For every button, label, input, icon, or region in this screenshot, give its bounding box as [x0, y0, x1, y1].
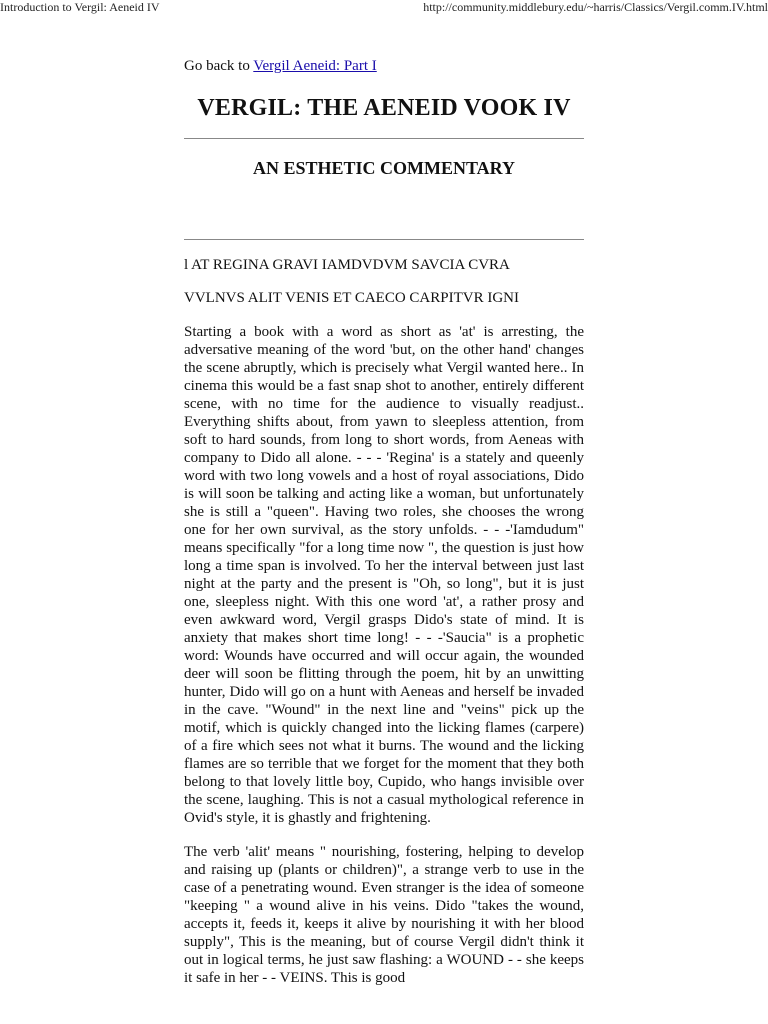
divider-top	[184, 138, 584, 139]
page-title: VERGIL: THE AENEID VOOK IV	[197, 95, 571, 121]
go-back-prefix: Go back to	[184, 58, 254, 74]
go-back-link[interactable]: Vergil Aeneid: Part I	[253, 58, 377, 74]
print-header-title: Introduction to Vergil: Aeneid IV	[0, 0, 160, 14]
page-subtitle: AN ESTHETIC COMMENTARY	[252, 158, 516, 178]
verse-line-2: VVLNVS ALIT VENIS ET CAECO CARPITVR IGNI	[184, 290, 520, 306]
go-back-line	[184, 56, 584, 76]
verse-line-1: l AT REGINA GRAVI IAMDVDVM SAVCIA CVRA	[184, 257, 510, 273]
divider-bottom	[184, 239, 584, 240]
commentary-paragraph-2: The verb 'alit' means " nourishing, fostering, helping to develop and raising up (plants or children)", a strange verb to use in the case of a penetrating wound. Even stranger is the idea of someone "keeping " a wound alive in his veins. Dido "takes the wound, accepts it, feeds it, keeps it alive by nourishing it with her blood supply", This is the meaning, but of course Vergil didn't think it out in logical terms, he just saw flashing: a WOUND - - she keeps it safe in her - - VEINS. This is good	[184, 844, 584, 986]
print-header	[0, 0, 768, 16]
print-header-url: http://community.middlebury.edu/~harris/Classics/Vergil.comm.IV.html	[423, 0, 768, 14]
commentary-paragraph-1: Starting a book with a word as short as 'at' is arresting, the adversative meaning of the word 'but, on the other hand' changes the scene abruptly, which is precisely what Vergil wanted here.. In cinema this would be a fast snap shot to another, entirely different scene, with no time for the audience to visually readjust.. Everything shifts about, from yawn to sleepless attention, from soft to hard sounds, from long to short words, from Aeneas with company to Dido all alone. - - - 'Regina' is a stately and queenly word with two long vowels and a host of royal associations, Dido is will soon be talking and acting like a woman, but unfortunately she is still a "queen". Having two roles, she chooses the wrong one for her own survival, as the story unfolds. - - -'Iamdudum" means specifically "for a long time now ", the question is just how long a time span is involved. To her the interval between just last night at the party and the present is "Oh, so long", but it is just one, sleepless night. With this one word 'at', a rather prosy and even awkward word, Vergil grasps Dido's state of mind. It is anxiety that makes short time long! - - -'Saucia" is a prophetic word: Wounds have occurred and will occur again, the wounded deer will soon be flitting through the poem, hit by an unwitting hunter, Dido will go on a hunt with Aeneas and herself be invaded in the cave. "Wound" in the next line and "veins" pick up the motif, which is quickly changed into the licking flames (carpere) of a fire which sees not what it burns. The wound and the licking flames are so terrible that we forget for the moment that they both belong to that lovely little boy, Cupido, who hangs invisible over the scene, laughing. This is not a casual mythological reference in Ovid's style, it is ghastly and frightening.	[184, 324, 584, 826]
article	[184, 56, 584, 987]
